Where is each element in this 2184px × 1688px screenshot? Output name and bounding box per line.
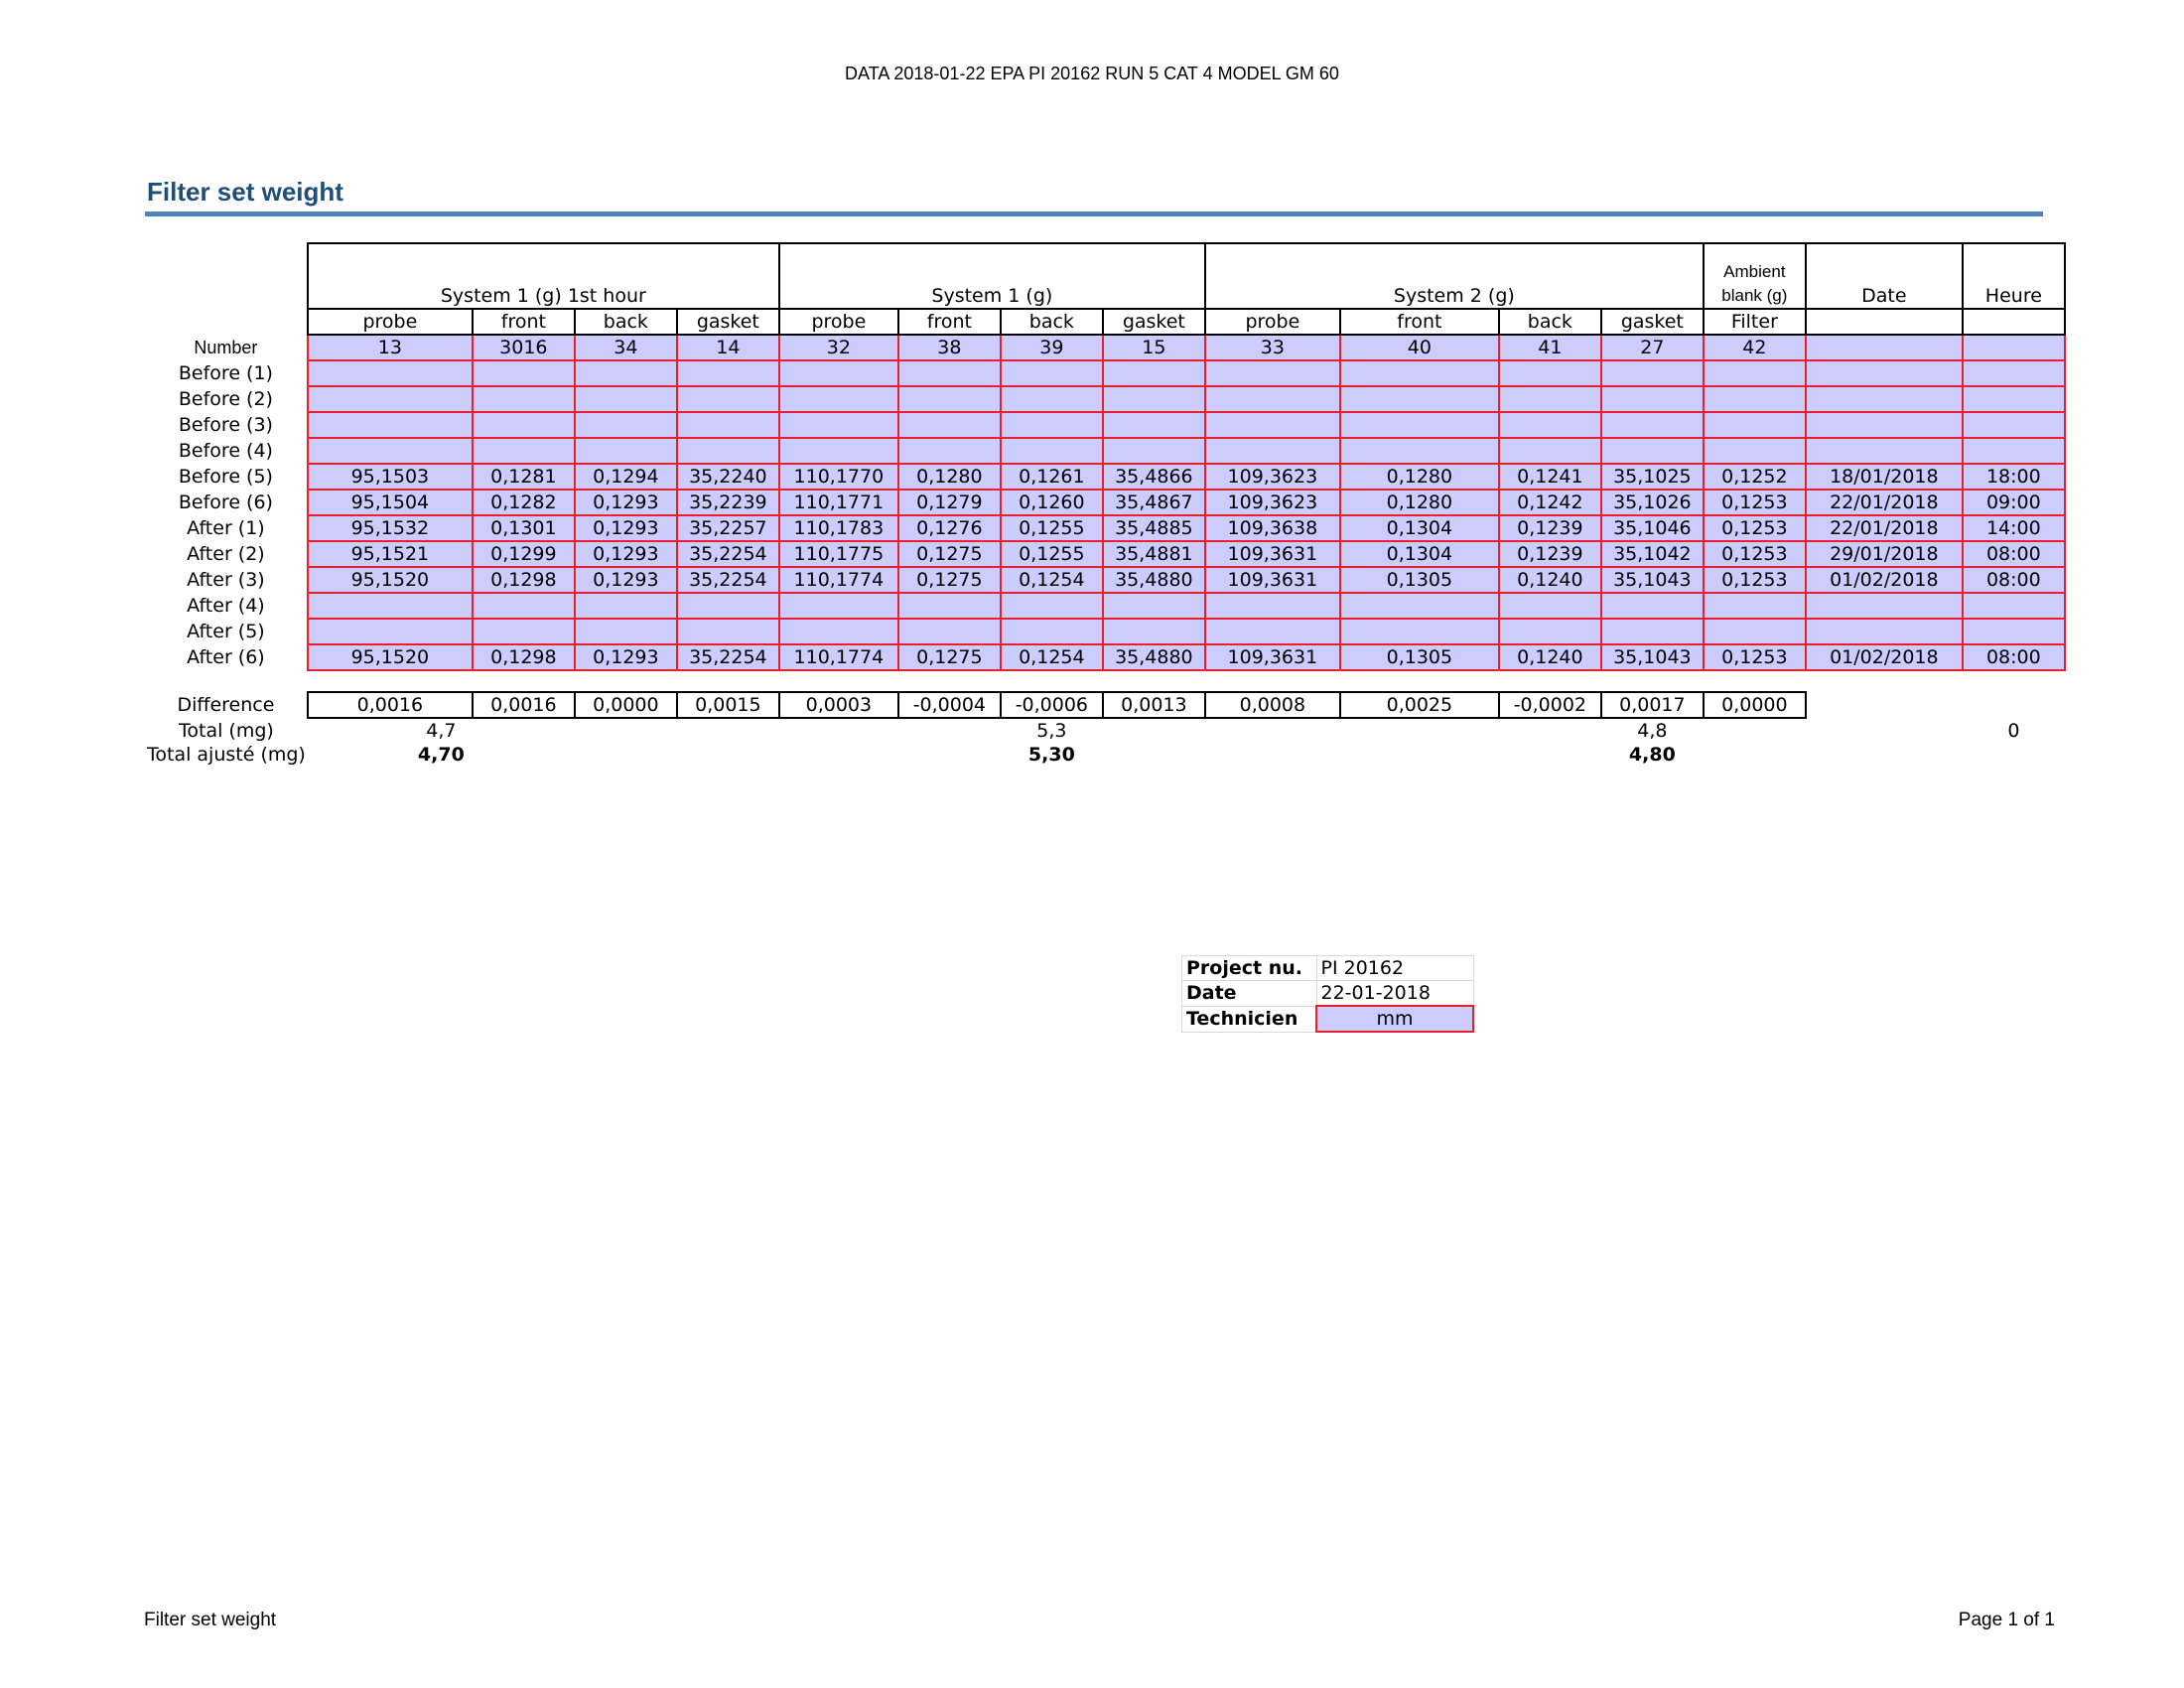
weight-cell[interactable]: 0,1254: [1001, 567, 1103, 593]
weight-cell[interactable]: [1205, 438, 1340, 464]
project-date-value: 22-01-2018: [1316, 981, 1473, 1007]
difference-cell: 0,0015: [677, 692, 779, 718]
weight-cell[interactable]: 0,1279: [898, 490, 1001, 515]
project-date-label: Date: [1182, 981, 1317, 1007]
empty-cell: [1963, 743, 2065, 767]
weight-cell[interactable]: 0,1282: [473, 490, 575, 515]
table-row: [145, 567, 2065, 593]
weight-cell[interactable]: [1806, 360, 1963, 386]
row-label: Number: [194, 338, 258, 357]
weight-cell[interactable]: 38: [898, 335, 1001, 360]
weight-cell[interactable]: [898, 619, 1001, 644]
weight-cell[interactable]: 110,1774: [779, 644, 898, 670]
weight-cell[interactable]: [1001, 412, 1103, 438]
weight-cell[interactable]: [1601, 412, 1704, 438]
weight-cell[interactable]: [1205, 360, 1340, 386]
project-info-box: [1181, 955, 1474, 1033]
weight-cell[interactable]: [575, 360, 677, 386]
weight-cell[interactable]: 0,1252: [1704, 464, 1806, 490]
weight-cell[interactable]: 0,1294: [575, 464, 677, 490]
weight-cell[interactable]: [308, 412, 473, 438]
weight-cell[interactable]: [575, 438, 677, 464]
row-label: After (4): [187, 595, 265, 617]
weight-cell[interactable]: 35,1046: [1601, 515, 1704, 541]
total-row-system1-1st-hour: 4,7: [426, 720, 457, 742]
column-subheader: front: [898, 309, 1001, 335]
empty-cell: [1103, 743, 1601, 767]
column-subheader: back: [1001, 309, 1103, 335]
weight-cell[interactable]: 0,1253: [1704, 490, 1806, 515]
weight-cell[interactable]: 0,1255: [1001, 541, 1103, 567]
weight-cell[interactable]: 0,1304: [1340, 541, 1499, 567]
weight-cell[interactable]: 0,1293: [575, 515, 677, 541]
weight-cell[interactable]: 0,1299: [473, 541, 575, 567]
section-title: Filter set weight: [147, 177, 343, 207]
group-header-system1: System 1 (g): [779, 243, 1205, 309]
weight-cell[interactable]: 35,4866: [1103, 464, 1205, 490]
ambient-label: Ambient: [1723, 262, 1786, 281]
weight-cell[interactable]: [1499, 360, 1601, 386]
weight-cell[interactable]: [1103, 619, 1205, 644]
weight-cell[interactable]: [1963, 386, 2065, 412]
weight-cell[interactable]: 0,1253: [1704, 567, 1806, 593]
difference-cell: 0,0000: [1704, 692, 1806, 718]
weight-cell[interactable]: 0,1253: [1704, 515, 1806, 541]
difference-cell: 0,0013: [1103, 692, 1205, 718]
weight-cell[interactable]: 0,1293: [575, 490, 677, 515]
weight-cell[interactable]: [1205, 593, 1340, 619]
weight-cell[interactable]: [1601, 360, 1704, 386]
column-subheader: gasket: [1601, 309, 1704, 335]
weight-cell[interactable]: 0,1241: [1499, 464, 1601, 490]
row-label: Before (3): [178, 414, 273, 436]
weight-cell[interactable]: 01/02/2018: [1806, 644, 1963, 670]
weight-cell[interactable]: 0,1298: [473, 567, 575, 593]
subheader-blank-date: [1806, 309, 1963, 335]
weight-cell[interactable]: 34: [575, 335, 677, 360]
weight-cell[interactable]: [1601, 386, 1704, 412]
total-adjusted-row-system2: 4,80: [1628, 744, 1676, 766]
weight-cell[interactable]: 0,1253: [1704, 644, 1806, 670]
weight-cell[interactable]: 35,1043: [1601, 567, 1704, 593]
difference-cell: 0,0017: [1601, 692, 1704, 718]
weight-cell[interactable]: [1963, 619, 2065, 644]
weight-cell[interactable]: 3016: [473, 335, 575, 360]
project-number-label: Project nu.: [1182, 956, 1317, 981]
column-subheader: back: [1499, 309, 1601, 335]
weight-cell[interactable]: 14: [677, 335, 779, 360]
weight-cell[interactable]: [1340, 386, 1499, 412]
weight-cell[interactable]: 95,1503: [308, 464, 473, 490]
weight-cell[interactable]: 29/01/2018: [1806, 541, 1963, 567]
weight-cell[interactable]: 95,1521: [308, 541, 473, 567]
blank-label: blank (g): [1721, 286, 1788, 305]
weight-cell[interactable]: 0,1305: [1340, 567, 1499, 593]
subheader-blank-heure: [1963, 309, 2065, 335]
weight-cell[interactable]: 09:00: [1963, 490, 2065, 515]
weight-cell[interactable]: [473, 593, 575, 619]
weight-cell[interactable]: 0,1242: [1499, 490, 1601, 515]
weight-cell[interactable]: [575, 386, 677, 412]
weight-cell[interactable]: 109,3623: [1205, 490, 1340, 515]
weight-cell[interactable]: 35,1042: [1601, 541, 1704, 567]
weight-cell[interactable]: 42: [1704, 335, 1806, 360]
weight-cell[interactable]: 110,1775: [779, 541, 898, 567]
column-subheader: probe: [308, 309, 473, 335]
weight-cell[interactable]: [677, 360, 779, 386]
weight-cell[interactable]: [1103, 593, 1205, 619]
weight-cell[interactable]: 0,1239: [1499, 515, 1601, 541]
weight-cell[interactable]: 95,1504: [308, 490, 473, 515]
weight-cell[interactable]: [1963, 593, 2065, 619]
weight-cell[interactable]: [1001, 438, 1103, 464]
weight-cell[interactable]: 109,3631: [1205, 541, 1340, 567]
total-adjusted-row-label: Total ajusté (mg): [147, 744, 306, 766]
weight-cell[interactable]: [898, 438, 1001, 464]
column-subheader: gasket: [677, 309, 779, 335]
sub-corner-cell: [145, 309, 308, 335]
weight-cell[interactable]: [308, 438, 473, 464]
weight-cell[interactable]: [473, 619, 575, 644]
weight-cell[interactable]: 35,2240: [677, 464, 779, 490]
section-divider: [145, 211, 2043, 216]
weight-cell[interactable]: 13: [308, 335, 473, 360]
weight-cell[interactable]: [1963, 412, 2065, 438]
weight-cell[interactable]: [1205, 412, 1340, 438]
weight-cell[interactable]: 35,2254: [677, 541, 779, 567]
column-subheader: front: [473, 309, 575, 335]
filter-weight-table: [145, 242, 2066, 767]
row-label: After (1): [187, 517, 265, 539]
row-label: Before (2): [178, 388, 273, 410]
weight-cell[interactable]: 39: [1001, 335, 1103, 360]
weight-cell[interactable]: 95,1520: [308, 567, 473, 593]
weight-cell[interactable]: 0,1293: [575, 567, 677, 593]
technician-value[interactable]: mm: [1316, 1006, 1473, 1032]
weight-cell[interactable]: 0,1281: [473, 464, 575, 490]
weight-cell[interactable]: 109,3631: [1205, 567, 1340, 593]
weight-cell[interactable]: 110,1770: [779, 464, 898, 490]
total-row-system1: 5,3: [1036, 720, 1067, 742]
column-subheader: front: [1340, 309, 1499, 335]
weight-cell[interactable]: 35,1026: [1601, 490, 1704, 515]
weight-cell[interactable]: 0,1261: [1001, 464, 1103, 490]
weight-cell[interactable]: [1001, 360, 1103, 386]
weight-cell[interactable]: [1963, 335, 2065, 360]
weight-cell[interactable]: 41: [1499, 335, 1601, 360]
weight-cell[interactable]: 08:00: [1963, 644, 2065, 670]
weight-cell[interactable]: 0,1301: [473, 515, 575, 541]
weight-cell[interactable]: [779, 438, 898, 464]
weight-cell[interactable]: [1704, 593, 1806, 619]
weight-cell[interactable]: 35,4881: [1103, 541, 1205, 567]
weight-cell[interactable]: [1963, 438, 2065, 464]
weight-cell[interactable]: [1601, 438, 1704, 464]
weight-cell[interactable]: 0,1304: [1340, 515, 1499, 541]
weight-cell[interactable]: 110,1783: [779, 515, 898, 541]
weight-cell[interactable]: [677, 619, 779, 644]
weight-cell[interactable]: [1806, 619, 1963, 644]
weight-cell[interactable]: 0,1255: [1001, 515, 1103, 541]
weight-cell[interactable]: [1963, 360, 2065, 386]
weight-cell[interactable]: [575, 412, 677, 438]
total-adjusted-row: [145, 743, 2065, 767]
empty-cell: [1704, 743, 1963, 767]
difference-cell: 0,0003: [779, 692, 898, 718]
weight-cell[interactable]: 0,1253: [1704, 541, 1806, 567]
weight-cell[interactable]: 01/02/2018: [1806, 567, 1963, 593]
weight-cell[interactable]: [1103, 438, 1205, 464]
weight-cell[interactable]: 0,1240: [1499, 644, 1601, 670]
weight-cell[interactable]: 18:00: [1963, 464, 2065, 490]
weight-cell[interactable]: 95,1532: [308, 515, 473, 541]
weight-cell[interactable]: 35,2257: [677, 515, 779, 541]
weight-cell[interactable]: [1205, 386, 1340, 412]
difference-cell: 0,0000: [575, 692, 677, 718]
weight-cell[interactable]: 22/01/2018: [1806, 515, 1963, 541]
weight-cell[interactable]: [1806, 386, 1963, 412]
column-header-date: Date: [1806, 243, 1963, 309]
weight-cell[interactable]: 35,2254: [677, 644, 779, 670]
column-subheader: Filter: [1704, 309, 1806, 335]
weight-cell[interactable]: 0,1293: [575, 644, 677, 670]
total-adjusted-row-system1-1st-hour: 4,70: [417, 744, 465, 766]
weight-cell[interactable]: 0,1293: [575, 541, 677, 567]
column-subheader: gasket: [1103, 309, 1205, 335]
weight-cell[interactable]: [677, 412, 779, 438]
difference-label: Difference: [177, 694, 275, 716]
empty-cell: [1103, 718, 1601, 743]
footer-title: Filter set weight: [144, 1610, 277, 1630]
table-row: [145, 464, 2065, 490]
weight-cell[interactable]: 35,1043: [1601, 644, 1704, 670]
column-subheader: probe: [1205, 309, 1340, 335]
row-label: After (6): [187, 646, 265, 668]
empty-cell: [575, 718, 1001, 743]
spacer: [145, 670, 2065, 692]
weight-cell[interactable]: [1340, 619, 1499, 644]
weight-cell[interactable]: [1499, 593, 1601, 619]
footer-page-number: Page 1 of 1: [1958, 1610, 2055, 1630]
weight-cell[interactable]: [1806, 335, 1963, 360]
page-header: DATA 2018-01-22 EPA PI 20162 RUN 5 CAT 4 MODEL GM 60: [845, 64, 1339, 83]
empty-cell: [1704, 718, 1963, 743]
weight-cell[interactable]: [1704, 360, 1806, 386]
weight-cell[interactable]: [1806, 412, 1963, 438]
weight-cell[interactable]: [1806, 593, 1963, 619]
table-row: [145, 360, 2065, 386]
weight-cell[interactable]: 18/01/2018: [1806, 464, 1963, 490]
total-adjusted-row-system1: 5,30: [1027, 744, 1075, 766]
weight-cell[interactable]: [1601, 593, 1704, 619]
weight-cell[interactable]: [1103, 360, 1205, 386]
weight-cell[interactable]: [1499, 412, 1601, 438]
group-header-system2: System 2 (g): [1205, 243, 1704, 309]
weight-cell[interactable]: 0,1298: [473, 644, 575, 670]
weight-cell[interactable]: 35,4885: [1103, 515, 1205, 541]
weight-cell[interactable]: [677, 386, 779, 412]
weight-cell[interactable]: 0,1275: [898, 541, 1001, 567]
column-header-heure: Heure: [1963, 243, 2065, 309]
weight-cell[interactable]: 0,1239: [1499, 541, 1601, 567]
weight-cell[interactable]: 95,1520: [308, 644, 473, 670]
table-row: [145, 593, 2065, 619]
weight-cell[interactable]: [1704, 438, 1806, 464]
group-header-system1-1st-hour: System 1 (g) 1st hour: [308, 243, 779, 309]
weight-cell[interactable]: 22/01/2018: [1806, 490, 1963, 515]
weight-cell[interactable]: [898, 360, 1001, 386]
weight-cell[interactable]: 15: [1103, 335, 1205, 360]
weight-cell[interactable]: 0,1240: [1499, 567, 1601, 593]
weight-cell[interactable]: [308, 360, 473, 386]
weight-cell[interactable]: 0,1276: [898, 515, 1001, 541]
weight-cell[interactable]: 35,4867: [1103, 490, 1205, 515]
weight-cell[interactable]: [779, 593, 898, 619]
weight-cell[interactable]: [677, 438, 779, 464]
table-row: [145, 515, 2065, 541]
difference-cell: 0,0016: [308, 692, 473, 718]
row-label: After (5): [187, 621, 265, 642]
total-row: [145, 718, 2065, 743]
weight-cell[interactable]: [779, 360, 898, 386]
weight-cell[interactable]: [1340, 438, 1499, 464]
weight-cell[interactable]: 0,1254: [1001, 644, 1103, 670]
table-row: [145, 644, 2065, 670]
total-row-label: Total (mg): [179, 719, 274, 742]
table-row: [145, 619, 2065, 644]
difference-row: [145, 692, 2065, 718]
group-header-ambient-blank: [1704, 243, 1806, 309]
weight-cell[interactable]: [1704, 619, 1806, 644]
row-label: After (2): [187, 543, 265, 565]
weight-cell[interactable]: 110,1774: [779, 567, 898, 593]
weight-cell[interactable]: [1103, 386, 1205, 412]
weight-cell[interactable]: 35,4880: [1103, 644, 1205, 670]
weight-cell[interactable]: [1499, 619, 1601, 644]
weight-cell[interactable]: [779, 386, 898, 412]
weight-cell[interactable]: 27: [1601, 335, 1704, 360]
table-row: [145, 412, 2065, 438]
weight-cell[interactable]: [308, 593, 473, 619]
weight-cell[interactable]: [677, 593, 779, 619]
weight-cell[interactable]: 0,1280: [898, 464, 1001, 490]
row-label: Before (1): [178, 362, 273, 384]
weight-cell[interactable]: 14:00: [1963, 515, 2065, 541]
table-row: [145, 438, 2065, 464]
weight-cell[interactable]: [779, 412, 898, 438]
weight-cell[interactable]: 35,2254: [677, 567, 779, 593]
weight-cell[interactable]: [308, 619, 473, 644]
weight-cell[interactable]: [473, 412, 575, 438]
weight-cell[interactable]: 109,3631: [1205, 644, 1340, 670]
weight-cell[interactable]: [473, 386, 575, 412]
weight-cell[interactable]: 35,4880: [1103, 567, 1205, 593]
weight-cell[interactable]: [1001, 593, 1103, 619]
weight-cell[interactable]: [898, 412, 1001, 438]
weight-cell[interactable]: [1340, 593, 1499, 619]
weight-cell[interactable]: 0,1280: [1340, 490, 1499, 515]
weight-cell[interactable]: [1001, 619, 1103, 644]
weight-cell[interactable]: 08:00: [1963, 567, 2065, 593]
weight-cell[interactable]: [1340, 360, 1499, 386]
row-label: Before (6): [178, 492, 273, 513]
weight-cell[interactable]: [1205, 619, 1340, 644]
total-row-ambient: 0: [2007, 719, 2020, 742]
difference-cell: 0,0016: [473, 692, 575, 718]
weight-cell[interactable]: [1103, 412, 1205, 438]
row-label: Before (4): [178, 440, 273, 462]
row-label: Before (5): [178, 466, 273, 488]
empty-cell: [575, 743, 1001, 767]
weight-cell[interactable]: [575, 593, 677, 619]
column-subheader: back: [575, 309, 677, 335]
weight-cell[interactable]: [779, 619, 898, 644]
difference-cell: 0,0008: [1205, 692, 1340, 718]
weight-cell[interactable]: [898, 386, 1001, 412]
weight-cell[interactable]: 0,1260: [1001, 490, 1103, 515]
weight-cell[interactable]: 32: [779, 335, 898, 360]
weight-cell[interactable]: [308, 386, 473, 412]
project-number-value: PI 20162: [1316, 956, 1473, 981]
weight-cell[interactable]: 109,3623: [1205, 464, 1340, 490]
table-row: [145, 335, 2065, 360]
weight-cell[interactable]: [1704, 412, 1806, 438]
weight-cell[interactable]: [1601, 619, 1704, 644]
weight-cell[interactable]: 109,3638: [1205, 515, 1340, 541]
column-subheader: probe: [779, 309, 898, 335]
difference-cell: 0,0025: [1340, 692, 1499, 718]
weight-cell[interactable]: 35,1025: [1601, 464, 1704, 490]
weight-cell[interactable]: [575, 619, 677, 644]
difference-cell: -0,0004: [898, 692, 1001, 718]
weight-cell[interactable]: [1499, 386, 1601, 412]
weight-cell[interactable]: [1806, 438, 1963, 464]
technician-label: Technicien: [1182, 1006, 1317, 1032]
table-row: [145, 490, 2065, 515]
weight-cell[interactable]: [1340, 412, 1499, 438]
weight-cell[interactable]: [1704, 386, 1806, 412]
weight-cell[interactable]: 35,2239: [677, 490, 779, 515]
corner-cell: [145, 243, 308, 309]
weight-cell[interactable]: 0,1275: [898, 644, 1001, 670]
weight-cell[interactable]: [898, 593, 1001, 619]
weight-cell[interactable]: [1499, 438, 1601, 464]
weight-cell[interactable]: 110,1771: [779, 490, 898, 515]
weight-cell[interactable]: [1001, 386, 1103, 412]
weight-cell[interactable]: 08:00: [1963, 541, 2065, 567]
weight-cell[interactable]: 33: [1205, 335, 1340, 360]
weight-cell[interactable]: [473, 360, 575, 386]
table-row: [145, 541, 2065, 567]
row-label: After (3): [187, 569, 265, 591]
total-row-system2: 4,8: [1637, 720, 1668, 742]
difference-cell: -0,0002: [1499, 692, 1601, 718]
weight-cell[interactable]: 0,1305: [1340, 644, 1499, 670]
weight-cell[interactable]: 40: [1340, 335, 1499, 360]
weight-cell[interactable]: 0,1280: [1340, 464, 1499, 490]
weight-cell[interactable]: [473, 438, 575, 464]
table-row: [145, 386, 2065, 412]
difference-cell: -0,0006: [1001, 692, 1103, 718]
weight-cell[interactable]: 0,1275: [898, 567, 1001, 593]
